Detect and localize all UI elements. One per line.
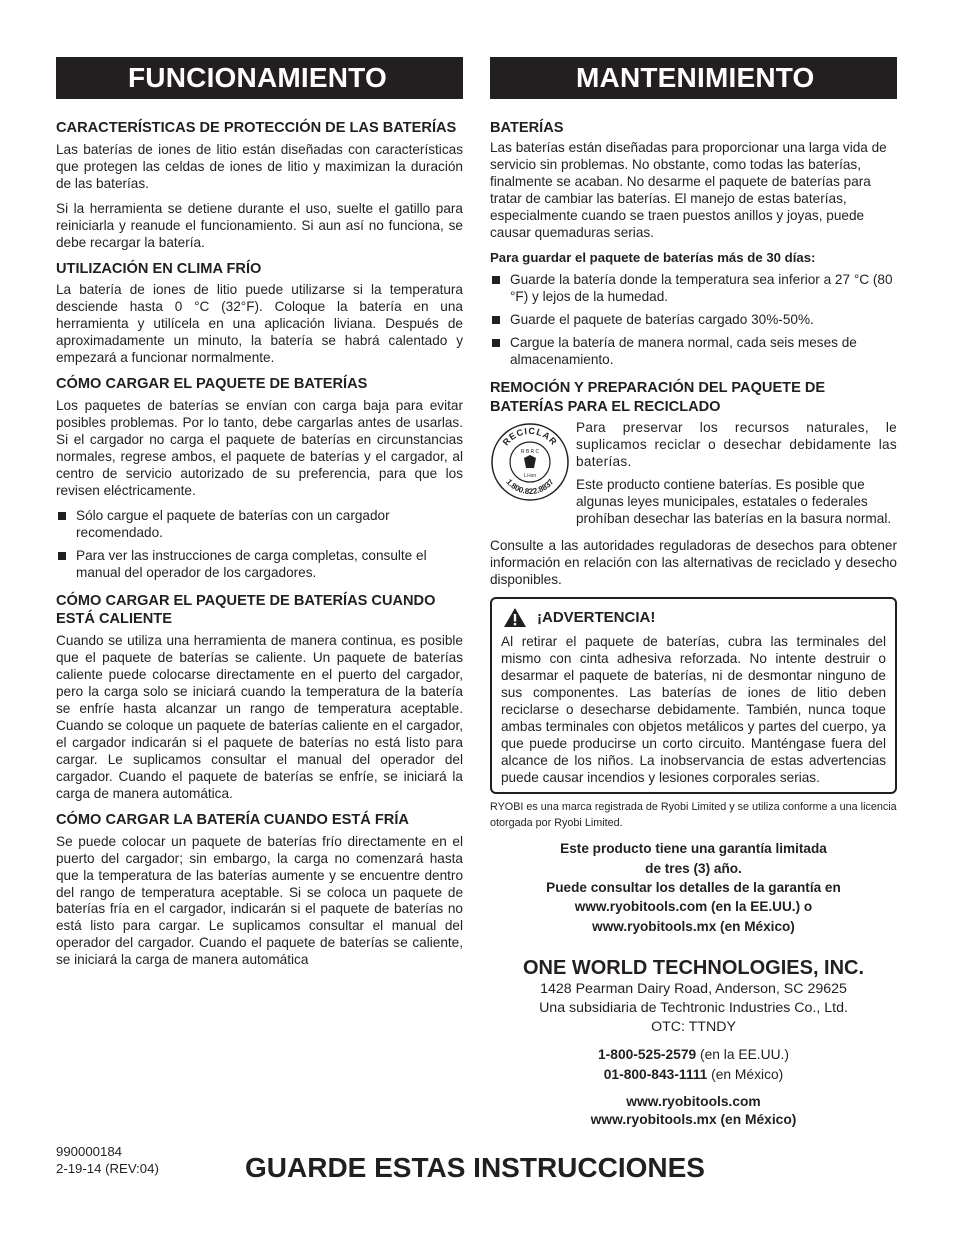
phone-mx: 01-800-843-1111 (en México) <box>603 1066 784 1082</box>
bullet-list <box>56 508 463 582</box>
address-line: Una subsidiaria de Techtronic Industries Co., Ltd. <box>539 999 848 1016</box>
recycle-logo-icon <box>490 422 570 502</box>
phone-us: 1-800-525-2579 (en la EE.UU.) <box>598 1046 789 1062</box>
right-column <box>490 57 897 1128</box>
svg-text:RECICLAR <box>501 426 560 448</box>
list-item: Cargue la batería de manera normal, cada seis meses de almacenamiento. <box>490 335 897 369</box>
logo-top-text: RECICLAR <box>500 426 560 448</box>
warranty-line: Puede consultar los detalles de la garantía en <box>546 879 841 895</box>
section-battery-protection <box>56 119 463 252</box>
paragraph: Para preservar los recursos naturales, le suplicamos reciclar o desechar debidamente las baterías. <box>576 420 897 470</box>
square-bullet-icon <box>492 339 500 347</box>
left-column <box>56 57 463 977</box>
company-address <box>490 980 897 1037</box>
paragraph: Los paquetes de baterías se envían con carga baja para evitar posibles problemas. Por lo tanto, debe cargarlas antes de usarlas. Si el cargador no carga el paquete de baterías en circunstancias normales, regrese ambos, el paquete de baterías y el cargador, al centro de servicio autorizado de su preferencia, para que los revisen eléctricamente. <box>56 397 463 498</box>
warranty-line: www.ryobitools.mx (en México) <box>592 918 795 934</box>
paragraph: Consulte a las autoridades reguladoras de desechos para obtener información en relación con las alternativas de reciclado y desecho disponibles. <box>490 538 897 588</box>
document-number <box>56 1144 159 1178</box>
section-title: CÓMO CARGAR EL PAQUETE DE BATERÍAS CUANDO ESTÁ CALIENTE <box>56 592 436 628</box>
square-bullet-icon <box>492 316 500 324</box>
list-item: Guarde el paquete de baterías cargado 30%-50%. <box>490 312 897 329</box>
warning-text: Al retirar el paquete de baterías, cubra las terminales del mismo con cinta adhesiva reforzada. No intente destruir o desarmar el paquete de baterías, ni de desmontar ninguno de sus componentes. Las baterías de iones de litio deben reciclarse o desecharse debidamente. También, nunca toque ambas terminales con objetos metálicos y partes del cuerpo, ya que puede producirse un corto circuito. Manténgase fuera del alcance de los niños. La inobservancia de estas advertencias puede causar incendios y lesiones corporales serias. <box>501 634 886 786</box>
paragraph: Si la herramienta se detiene durante el uso, suelte el gatillo para reiniciarla y reanude el funcionamiento. Si aun así no funciona, se debe recargar la batería. <box>56 200 463 250</box>
section-title: REMOCIÓN Y PREPARACIÓN DEL PAQUETE DE BATERÍAS PARA EL RECICLADO <box>490 380 826 415</box>
funcionamiento-banner: FUNCIONAMIENTO <box>56 57 463 99</box>
footer-title: GUARDE ESTAS INSTRUCCIONES <box>245 1152 705 1183</box>
section-title: CARACTERÍSTICAS DE PROTECCIÓN DE LAS BATERÍAS <box>56 120 457 136</box>
square-bullet-icon <box>58 512 66 520</box>
paragraph: Cuando se utiliza una herramienta de manera continua, es posible que el paquete de baterías se caliente. Un paquete de baterías caliente puede colocarse directamente en el puerto del cargador, pero la carga solo se iniciará cuando la temperatura de la batería se enfríe hasta alcanzar un rango de temperatura aceptable. Cuando se coloque un paquete de baterías caliente en el cargador, el cargador indicarán si el paquete de baterías no está listo para cargar. Le suplicamos consultar el manual del operador del cargador. Cuando el paquete de baterías se enfríe, se iniciará la carga de manera automática. <box>56 633 463 801</box>
doc-number: 990000184 <box>56 1144 123 1159</box>
section-title: CÓMO CARGAR EL PAQUETE DE BATERÍAS <box>56 376 368 393</box>
section-title: UTILIZACIÓN EN CLIMA FRÍO <box>56 260 262 277</box>
svg-text:1.800.822.8837 <box>504 477 556 496</box>
list-item: Guarde la batería donde la temperatura sea inferior a 27 °C (80 °F) y lejos de la humedad. <box>490 272 897 306</box>
section-title: CÓMO CARGAR LA BATERÍA CUANDO ESTÁ FRÍA <box>56 811 409 828</box>
recycle-row <box>490 420 897 534</box>
web-block <box>490 1093 897 1128</box>
section-charging <box>56 375 463 582</box>
logo-liion-text: Li-ion <box>523 473 537 480</box>
square-bullet-icon <box>58 552 66 560</box>
paragraph: Las baterías están diseñadas para proporcionar una larga vida de servicio sin problemas. No obstante, como todas las baterías, finalmente se acaban. No desarme el paquete de baterías para tratar de cambiar las baterías. El manejo de estas baterías, especialmente cuando se traen puestos anillos y joyas, puede causar quemaduras serias. <box>490 139 887 240</box>
trademark-note: RYOBI es una marca registrada de Ryobi Limited y se utiliza conforme a una licencia otorgada por Ryobi Limited. <box>490 801 897 829</box>
paragraph: La batería de iones de litio puede utilizarse si la temperatura desciende hasta 0 °C (32°F). Coloque la batería en una herramienta y utilícela en una aplicación liviana. Después de aproximadamente un minuto, la batería se habrá calentado y empezará a funcionar normalmente. <box>56 282 463 366</box>
logo-rbrc-text: R B R C <box>520 449 540 456</box>
website-us: www.ryobitools.com <box>626 1093 761 1109</box>
mantenimiento-banner: MANTENIMIENTO <box>490 57 897 99</box>
section-batteries <box>490 119 897 369</box>
paragraph: Este producto contiene baterías. Es posible que algunas leyes municipales, estatales o federales prohíban desechar las baterías en la basura normal. <box>576 477 892 527</box>
paragraph: Las baterías de iones de litio están diseñadas con características que protegen las celdas de iones de litio y maximizan la duración de las baterías. <box>56 141 463 191</box>
list-item: Sólo cargue el paquete de baterías con un cargador recomendado. <box>56 508 463 542</box>
section-cold-weather <box>56 260 463 368</box>
address-line: OTC: TTNDY <box>651 1018 736 1035</box>
warranty-line: www.ryobitools.com (en la EE.UU.) o <box>574 899 813 915</box>
bullet-list <box>490 272 897 369</box>
section-charging-hot <box>56 592 463 803</box>
warranty-line: de tres (3) año. <box>645 860 742 876</box>
website-mx: www.ryobitools.mx (en México) <box>590 1111 797 1127</box>
section-title: BATERÍAS <box>490 120 564 136</box>
section-charging-cold <box>56 811 463 970</box>
warning-triangle-icon <box>503 607 527 628</box>
square-bullet-icon <box>492 276 500 284</box>
warranty-line: Este producto tiene una garantía limitada <box>560 841 827 857</box>
paragraph: Se puede colocar un paquete de baterías frío directamente en el puerto del cargador; sin embargo, la carga no comenzará hasta que la temperatura de las baterías aumente y se encuentre dentro del rango de temperatura aceptable. Si se coloca un paquete de baterías fría en el cargador, indicarán si el paquete de baterías no está listo para cargar. Le suplicamos consultar el manual del operador del cargador. Cuando el paquete de baterías se caliente, se iniciará la carga de manera automática <box>56 833 463 968</box>
revision: 2-19-14 (REV:04) <box>56 1160 159 1176</box>
list-item: Para ver las instrucciones de carga completas, consulte el manual del operador de los cargadores. <box>56 548 463 582</box>
section-recycling <box>490 379 897 589</box>
phone-block <box>490 1045 897 1085</box>
storage-subheading: Para guardar el paquete de baterías más de 30 días: <box>490 249 816 265</box>
logo-phone-text: 1.800.822.8837 <box>504 477 556 497</box>
warning-box <box>490 597 897 794</box>
warning-title: ¡ADVERTENCIA! <box>537 609 656 627</box>
company-name: ONE WORLD TECHNOLOGIES, INC. <box>522 956 865 979</box>
warranty-block <box>490 839 897 935</box>
address-line: 1428 Pearman Dairy Road, Anderson, SC 29625 <box>540 980 847 997</box>
